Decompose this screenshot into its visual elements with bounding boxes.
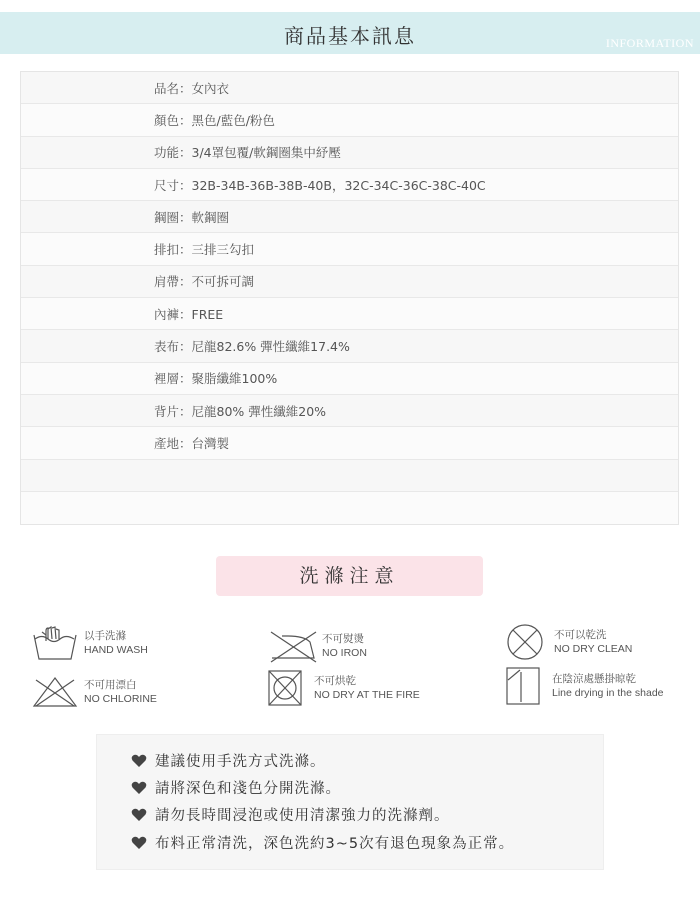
care-label-zh: 不可烘乾 [314,675,356,687]
spec-row: 背片：尼龍80% 彈性纖維20% [21,395,678,427]
heart-icon [131,808,147,822]
heart-icon [131,754,147,768]
care-label [314,674,420,702]
no-dry-clean-icon [500,622,550,662]
care-no-chlorine [30,672,157,712]
note-item [131,777,341,798]
care-label [84,629,148,657]
note-item [131,804,450,825]
spec-row-empty [21,492,678,524]
spec-row: 產地：台灣製 [21,427,678,459]
care-label-en: NO DRY CLEAN [554,643,633,655]
note-item [131,750,326,771]
info-banner [0,12,700,54]
care-label-zh: 以手洗滌 [84,630,126,642]
care-label-zh: 不可用漂白 [84,679,137,691]
no-chlorine-icon [30,672,80,712]
heart-icon [131,836,147,850]
care-label [552,672,664,700]
spec-row: 肩帶：不可拆可調 [21,266,678,298]
no-iron-icon [268,626,318,666]
section-title: 商品基本訊息 [284,24,416,48]
care-label-zh: 不可熨燙 [322,633,364,645]
care-label-zh: 在陰涼處懸掛晾乾 [552,673,636,685]
wash-notes [96,734,604,870]
spec-table [20,71,679,525]
care-label-en: NO IRON [322,647,367,659]
care-no-tumble-dry [260,668,420,708]
spec-row: 尺寸：32B-34B-36B-38B-40B，32C-34C-36C-38C-40C [21,169,678,201]
hand-wash-icon [30,623,80,663]
care-label [84,678,157,706]
note-item [131,832,514,853]
spec-row: 功能：3/4罩包覆/軟鋼圈集中紓壓 [21,137,678,169]
wash-title: 洗滌注意 [216,556,483,596]
heart-icon [131,781,147,795]
care-hand-wash [30,623,148,663]
care-label-en: NO CHLORINE [84,693,157,705]
spec-row-empty [21,460,678,492]
care-line-dry-shade [498,666,664,706]
note-text: 請勿長時間浸泡或使用清潔強力的洗滌劑。 [155,808,450,824]
spec-row: 鋼圈：軟鋼圈 [21,201,678,233]
note-text: 請將深色和淺色分開洗滌。 [155,781,341,797]
care-label-en: HAND WASH [84,644,148,656]
note-text: 布料正常清洗，深色洗約3~5次有退色現象為正常。 [155,836,515,852]
section-subtitle: INFORMATION [605,36,694,50]
no-tumble-dry-icon [260,668,310,708]
care-no-dry-clean [500,622,632,662]
care-label-en: NO DRY AT THE FIRE [314,689,420,701]
spec-row: 排扣：三排三勾扣 [21,233,678,265]
care-label-en: Line drying in the shade [552,687,664,699]
spec-row: 表布：尼龍82.6% 彈性纖維17.4% [21,330,678,362]
care-no-iron [268,626,367,666]
care-label [554,628,632,656]
note-text: 建議使用手洗方式洗滌。 [155,754,326,770]
care-label [322,632,367,660]
spec-row: 顏色：黑色/藍色/粉色 [21,104,678,136]
care-label-zh: 不可以乾洗 [554,629,607,641]
spec-row: 裡層：聚脂纖維100% [21,363,678,395]
spec-row: 品名：女內衣 [21,72,678,104]
line-dry-shade-icon [498,666,548,706]
spec-row: 內褲：FREE [21,298,678,330]
